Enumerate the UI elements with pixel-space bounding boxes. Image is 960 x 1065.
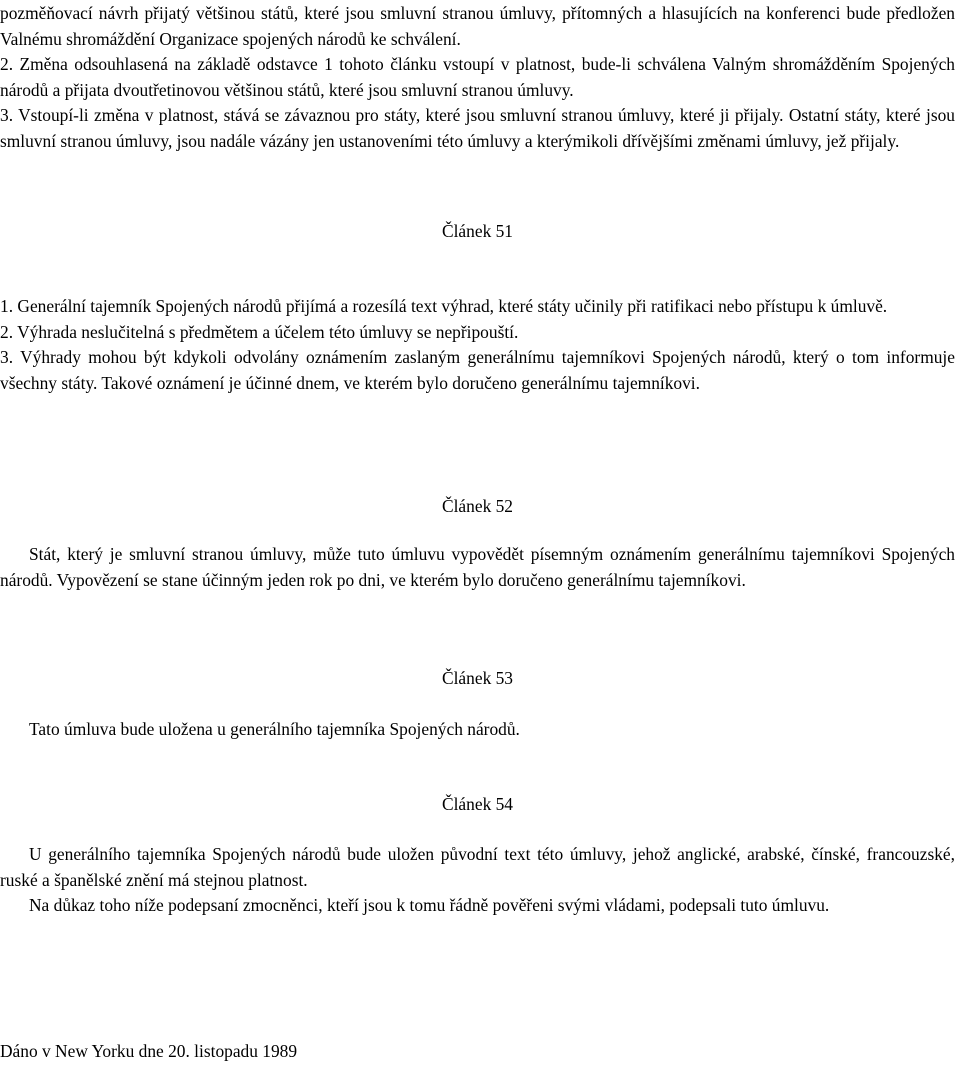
article-51-heading: Článek 51	[442, 221, 513, 241]
article-53-heading: Článek 53	[442, 668, 513, 688]
article-51-paragraph-1: 1. Generální tajemník Spojených národů přijímá a rozesílá text výhrad, které státy učinily při ratifikaci nebo přístupu k úmluvě.	[0, 296, 888, 316]
article-54-body	[0, 842, 955, 919]
article-53-paragraph: Tato úmluva bude uložena u generálního tajemníka Spojených národů.	[29, 719, 520, 739]
article-50-paragraph-2: 2. Změna odsouhlasená na základě odstavce 1 tohoto článku vstoupí v platnost, bude-li schválena Valným shromážděním Spojených národů a přijata dvoutřetinovou většinou států, které jsou smluvní stranou úmluvy.	[0, 54, 955, 100]
article-54-paragraph-2: Na důkaz toho níže podepsaní zmocněnci, kteří jsou k tomu řádně pověřeni svými vládami, podepsali tuto úmluvu.	[29, 895, 830, 916]
article-53-body	[0, 717, 955, 743]
article-51-paragraph-2: 2. Výhrada neslučitelná s předmětem a účelem této úmluvy se nepřipouští.	[0, 321, 519, 342]
continuation-paragraph: pozměňovací návrh přijatý většinou států, které jsou smluvní stranou úmluvy, přítomných a hlasujících na konferenci bude předložen Valnému shromáždění Organizace spojených národů ke schválení.	[0, 3, 955, 49]
signoff-date: Dáno v New Yorku dne 20. listopadu 1989	[0, 1041, 298, 1061]
article-51-body	[0, 294, 955, 396]
article-54-paragraph-1: U generálního tajemníka Spojených národů bude uložen původní text této úmluvy, jehož anglické, arabské, čínské, francouzské, ruské a španělské znění má stejnou platnost.	[0, 844, 955, 890]
article-50-paragraph-3: 3. Vstoupí-li změna v platnost, stává se závaznou pro státy, které jsou smluvní stranou úmluvy, které ji přijaly. Ostatní státy, které jsou smluvní stranou úmluvy, jsou nadále vázány jen ustanoveními této úmluvy a kterýmikoli dřívějšími změnami úmluvy, jež přijaly.	[0, 105, 955, 151]
article-52-heading: Článek 52	[442, 496, 513, 516]
article-54-heading: Článek 54	[442, 794, 513, 814]
article-50-continuation	[0, 1, 955, 155]
article-51-paragraph-3: 3. Výhrady mohou být kdykoli odvolány oznámením zaslaným generálnímu tajemníkovi Spojených národů, který o tom informuje všechny státy. Takové oznámení je účinné dnem, ve kterém bylo doručeno generálnímu tajemníkovi.	[0, 347, 955, 393]
article-52-paragraph: Stát, který je smluvní stranou úmluvy, může tuto úmluvu vypovědět písemným oznámením generálnímu tajemníkovi Spojených národů. Vypovězení se stane účinným jeden rok po dni, ve kterém bylo doručeno generálnímu tajemníkovi.	[0, 544, 955, 590]
article-52-body	[0, 542, 955, 593]
